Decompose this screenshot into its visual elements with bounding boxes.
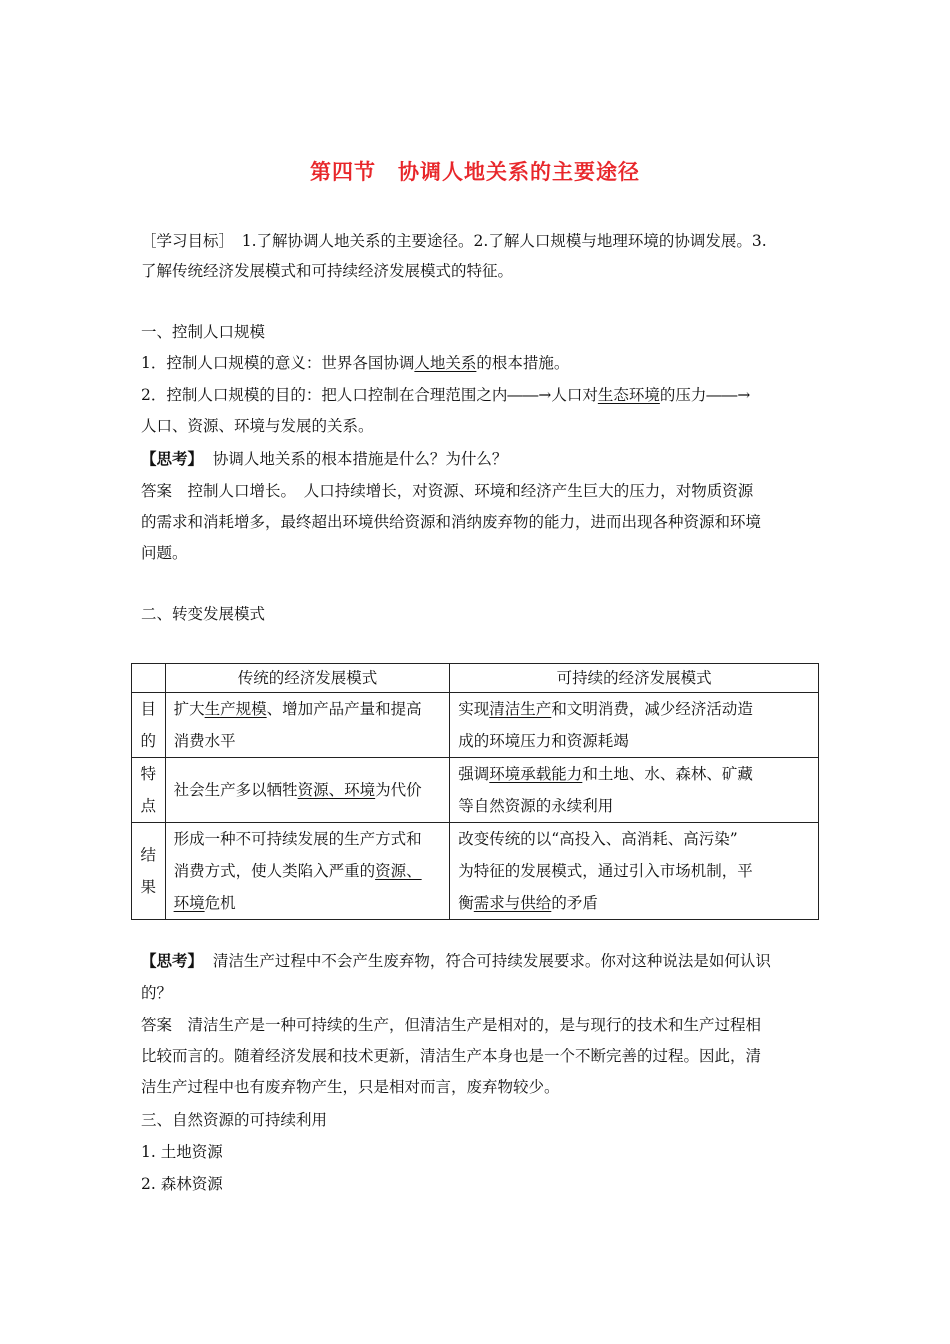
row-head-purpose: 目 的: [132, 693, 166, 758]
table-corner-cell: [132, 664, 166, 693]
table-row: [132, 758, 819, 823]
section3-heading: 三、自然资源的可持续利用: [141, 1111, 328, 1129]
cell-sustainable-purpose: 实现清洁生产和文明消费，减少经济活动造 成的环境压力和资源耗竭: [450, 693, 819, 758]
section1-heading: 一、控制人口规模: [141, 323, 266, 341]
section1-think: [141, 449, 811, 469]
section1-answer-line3: 问题。: [141, 544, 188, 562]
cell-traditional-purpose: 扩大生产规模、增加产品产量和提高 消费水平: [165, 693, 450, 758]
think-question: 协调人地关系的根本措施是什么？为什么？: [212, 450, 508, 468]
think-label: 【思考】: [141, 450, 204, 468]
title-section-number: 第四节: [310, 160, 376, 184]
table-header-sustainable: 可持续的经济发展模式: [450, 664, 819, 693]
title-text: 协调人地关系的主要途径: [398, 160, 640, 184]
table-header-traditional: 传统的经济发展模式: [165, 664, 450, 693]
section2-think-line1: [141, 951, 811, 971]
underlined-term: 生态环境: [597, 386, 660, 404]
section1-answer-line1: 答案 控制人口增长。 人口持续增长，对资源、环境和经济产生巨大的压力，对物质资源: [141, 482, 754, 500]
table-row: [132, 693, 819, 758]
underlined-term: 人地关系: [414, 354, 477, 372]
section2-think-line2: 的？: [141, 984, 173, 1002]
cell-sustainable-result: 改变传统的以“高投入、高消耗、高污染” 为特征的发展模式，通过引入市场机制，平 衡需求与供给的矛盾: [450, 823, 819, 920]
row-head-result: 结 果: [132, 823, 166, 920]
objectives-line-1: ［学习目标］ 1.了解协调人地关系的主要途径。2.了解人口规模与地理环境的协调发展。3.: [141, 232, 767, 250]
cell-traditional-feature: 社会生产多以牺牲资源、环境为代价: [165, 758, 450, 823]
section3-item1: 1. 土地资源: [141, 1143, 223, 1161]
objectives-line-2: 了解传统经济发展模式和可持续经济发展模式的特征。: [141, 262, 514, 280]
section2-answer-line3: 洁生产过程中也有废弃物产生，只是相对而言，废弃物较少。: [141, 1078, 560, 1096]
section1-item2: 2．控制人口规模的目的：把人口控制在合理范围之内――→人口对生态环境的压力――→: [141, 386, 751, 404]
section3-item2: 2. 森林资源: [141, 1175, 223, 1193]
section1-item1: 1．控制人口规模的意义：世界各国协调人地关系的根本措施。: [141, 354, 570, 372]
row-head-feature: 特 点: [132, 758, 166, 823]
cell-traditional-result: 形成一种不可持续发展的生产方式和 消费方式，使人类陷入严重的资源、 环境危机: [165, 823, 450, 920]
page-title: [0, 156, 950, 186]
section2-answer-line1: 答案 清洁生产是一种可持续的生产，但清洁生产是相对的，是与现行的技术和生产过程相: [141, 1016, 762, 1034]
section1-item2-line2: 人口、资源、环境与发展的关系。: [141, 417, 374, 435]
section2-answer-line2: 比较而言的。随着经济发展和技术更新，清洁生产本身也是一个不断完善的过程。因此，清: [141, 1047, 762, 1065]
comparison-table: [131, 663, 819, 920]
cell-sustainable-feature: 强调环境承载能力和土地、水、森林、矿藏 等自然资源的永续利用: [450, 758, 819, 823]
section1-answer-line2: 的需求和消耗增多，最终超出环境供给资源和消纳废弃物的能力，进而出现各种资源和环境: [141, 513, 762, 531]
table-row: [132, 823, 819, 920]
think-label: 【思考】: [141, 952, 204, 970]
section2-heading: 二、转变发展模式: [141, 605, 266, 623]
think-question: 清洁生产过程中不会产生废弃物，符合可持续发展要求。你对这种说法是如何认识: [212, 952, 771, 970]
table-header-row: [132, 664, 819, 693]
